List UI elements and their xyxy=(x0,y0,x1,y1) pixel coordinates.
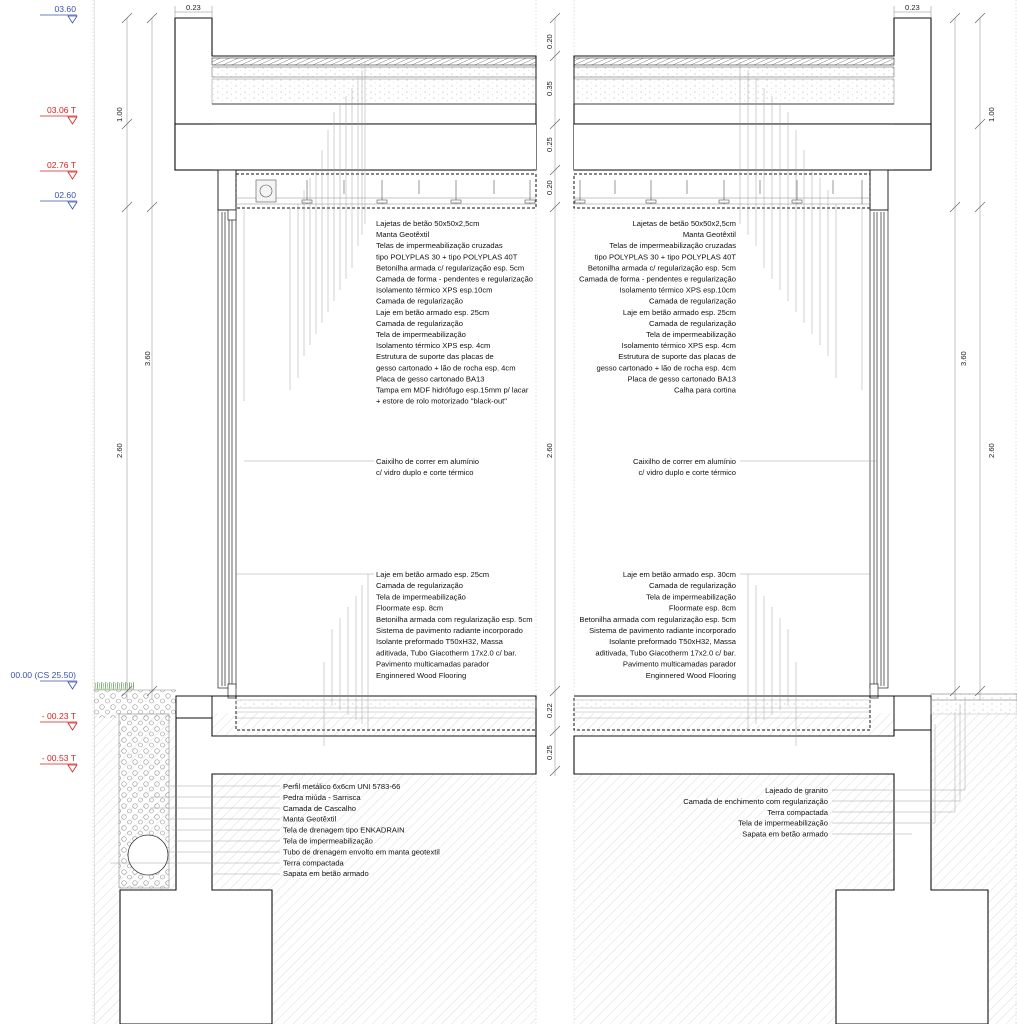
window-frame-left xyxy=(218,210,236,698)
foundation-layer-label: Manta Geotêxtil xyxy=(283,814,337,824)
ceiling-layer-label: gesso cartonado + lão de rocha esp. 4cm xyxy=(596,363,736,373)
level-label: - 00.53 T xyxy=(41,753,76,763)
ceiling-layer-label: Isolamento térmico XPS esp. 4cm xyxy=(621,341,736,351)
ceiling-layer-label: Isolamento térmico XPS esp.10cm xyxy=(376,285,493,295)
ceiling-layer-label: Laje em betão armado esp. 25cm xyxy=(622,307,736,317)
level-triangle-icon xyxy=(68,682,77,689)
floor-layer-label: Camada de regularização xyxy=(376,581,463,591)
ceiling-hangers-left xyxy=(302,180,535,204)
floor-layer-label: Tela de impermeabilização xyxy=(376,592,466,602)
foundation-layer-label: Sapata em betão armado xyxy=(742,829,828,839)
ceiling-layer-label: + estore de rolo motorizado "black-out" xyxy=(376,396,507,406)
ceiling-layer-label: Tela de impermeabilização xyxy=(646,330,736,339)
ceiling-layer-label: Lajetas de betão 50x50x2,5cm xyxy=(376,219,480,228)
ceiling-layer-label: tipo POLYPLAS 30 + tipo POLYPLAS 40T xyxy=(376,252,518,262)
ceiling-layer-label: Telas de impermeabilização cruzadas xyxy=(609,241,736,251)
level-markers xyxy=(11,4,77,772)
ceiling-layer-label: Lajetas de betão 50x50x2,5cm xyxy=(632,219,736,228)
ceiling-slab-left xyxy=(175,124,536,210)
foundation-layer-label: Camada de Cascalho xyxy=(283,803,357,813)
right-ceiling-labels xyxy=(579,219,737,395)
dim-wall-left: 0.23 xyxy=(186,3,201,12)
ceiling-layer-label: Placa de gesso cartonado BA13 xyxy=(627,374,736,384)
level-label: - 00.23 T xyxy=(41,711,76,721)
floor-layer-label: Enginnered Wood Flooring xyxy=(376,670,467,680)
ceiling-layer-label: Isolamento térmico XPS esp. 4cm xyxy=(376,341,491,351)
foundation-layer-label: Lajeado de granito xyxy=(765,786,828,795)
ceiling-layer-label: Camada de regularização xyxy=(376,318,463,328)
foundation-layer-label: Tela de impermeabilização xyxy=(738,818,828,828)
ceiling-layer-label: Calha para cortina xyxy=(673,385,736,395)
dim-wall-right: 0.23 xyxy=(905,3,920,12)
foundation-layer-label: Terra compactada xyxy=(283,858,344,868)
floor-layer-label: Isolante preformado T50xH32, Massa xyxy=(376,637,503,647)
ceiling-layer-label: Camada de regularização xyxy=(649,296,736,306)
dim-right-1-00: 1.00 xyxy=(987,107,996,122)
level-label: 03.06 T xyxy=(47,105,76,115)
window-label: Caixilho de correr em alumínio xyxy=(376,457,479,466)
ceiling-layer-label: Camada de forma - pendentes e regularização xyxy=(376,274,534,284)
foundation-layer-label: Terra compactada xyxy=(767,807,828,817)
foundation-layer-label: Camada de enchimento com regularização xyxy=(683,796,828,806)
level-label: 02.60 xyxy=(54,190,76,200)
ceiling-layer-label: Camada de regularização xyxy=(376,296,463,306)
ceiling-layer-label: Placa de gesso cartonado BA13 xyxy=(376,374,485,384)
level-triangle-icon xyxy=(68,723,77,730)
dim-mid-0-20-top: 0.20 xyxy=(545,34,554,49)
ceiling-layer-label: Betonilha armada c/ regularização esp. 5cm xyxy=(587,263,736,273)
level-label: 00.00 (CS 25.50) xyxy=(10,670,76,680)
floor-layer-label: aditivada, Tubo Giacotherm 17x2.0 c/ bar. xyxy=(376,648,517,658)
floor-layer-label: Sistema de pavimento radiante incorporado xyxy=(589,626,736,635)
foundation-layer-label: Tubo de drenagem envolto em manta geotextil xyxy=(283,847,440,857)
level-triangle-icon xyxy=(68,117,77,124)
window-label-right xyxy=(633,457,736,477)
floor-layer-label: Pavimento multicamadas parador xyxy=(376,659,490,669)
left-floor-labels xyxy=(376,570,533,680)
floor-layer-label: Camada de regularização xyxy=(649,581,736,591)
floor-layer-label: Enginnered Wood Flooring xyxy=(645,670,736,680)
floor-layer-label: Tela de impermeabilização xyxy=(646,592,736,602)
ceiling-layer-label: Camada de regularização xyxy=(649,318,736,328)
ceiling-layer-label: Manta Geotêxtil xyxy=(682,230,736,240)
ceiling-layer-label: Betonilha armada c/ regularização esp. 5cm xyxy=(376,263,525,273)
dim-right-2-60: 2.60 xyxy=(987,443,996,458)
window-frame-right xyxy=(870,210,888,698)
ceiling-layer-label: Estrutura de suporte das placas de xyxy=(618,352,736,362)
foundation-layer-label: Sapata em betão armado xyxy=(283,869,369,879)
level-triangle-icon xyxy=(68,765,77,772)
floor-layer-label: Floormate esp. 8cm xyxy=(668,603,736,613)
level-label: 02.76 T xyxy=(47,160,76,170)
ceiling-layer-label: Tampa em MDF hidrófugo esp.15mm p/ lacar xyxy=(376,385,529,395)
window-label: c/ vidro duplo e corte térmico xyxy=(376,468,474,477)
right-floor-labels xyxy=(579,570,736,680)
dim-left-1-00: 1.00 xyxy=(115,107,124,122)
window-label: Caixilho de correr em alumínio xyxy=(633,457,736,466)
foundation-layer-label: Tela de impermeabilização xyxy=(283,836,373,846)
window-label: c/ vidro duplo e corte térmico xyxy=(638,468,736,477)
ceiling-layer-label: Isolamento térmico XPS esp.10cm xyxy=(619,285,736,295)
drainage-gravel-left xyxy=(119,714,169,888)
floor-layer-label: Laje em betão armado esp. 25cm xyxy=(376,570,490,579)
dim-left-3-60: 3.60 xyxy=(143,351,152,366)
level-label: 03.60 xyxy=(54,4,76,14)
level-triangle-icon xyxy=(68,16,77,23)
dim-mid-0-35: 0.35 xyxy=(545,81,554,96)
floor-layer-label: Floormate esp. 8cm xyxy=(376,603,444,613)
floor-layer-label: Laje em betão armado esp. 30cm xyxy=(622,570,736,579)
left-ceiling-labels xyxy=(376,219,533,406)
ceiling-layer-label: tipo POLYPLAS 30 + tipo POLYPLAS 40T xyxy=(594,252,736,262)
floor-layer-label: Betonilha armada com regularização esp. 5cm xyxy=(579,614,736,624)
dim-mid-0-25-top: 0.25 xyxy=(545,137,554,152)
level-triangle-icon xyxy=(68,202,77,209)
dim-left-2-60: 2.60 xyxy=(115,443,124,458)
window-label-left xyxy=(376,457,479,477)
ceiling-layer-label: Laje em betão armado esp. 25cm xyxy=(376,307,490,317)
ceiling-layer-label: Estrutura de suporte das placas de xyxy=(376,352,494,362)
dim-mid-2-60: 2.60 xyxy=(545,443,554,458)
foundation-layer-label: Perfil metálico 6x6cm UNI 5783-66 xyxy=(283,782,401,791)
dim-mid-0-22: 0.22 xyxy=(545,703,554,718)
ceiling-slab-right xyxy=(574,124,931,210)
level-triangle-icon xyxy=(68,172,77,179)
ceiling-layer-label: Tela de impermeabilização xyxy=(376,330,466,339)
dim-right-3-60: 3.60 xyxy=(959,351,968,366)
foundation-layer-label: Pedra miúda - Sarrisca xyxy=(283,792,361,802)
floor-layer-label: Sistema de pavimento radiante incorporado xyxy=(376,626,523,635)
dim-mid-0-25-bottom: 0.25 xyxy=(545,745,554,760)
ceiling-hangers-right xyxy=(575,180,862,204)
ceiling-layer-label: Telas de impermeabilização cruzadas xyxy=(376,241,503,251)
foundation-layer-label: Tela de drenagem tipo ENKADRAIN xyxy=(283,825,405,835)
floor-layer-label: Pavimento multicamadas parador xyxy=(622,659,736,669)
floor-layer-label: Isolante preformado T50xH32, Massa xyxy=(609,637,736,647)
dim-mid-0-20-low: 0.20 xyxy=(545,180,554,195)
floor-layer-label: aditivada, Tubo Giacotherm 17x2.0 c/ bar. xyxy=(595,648,736,658)
floor-layer-label: Betonilha armada com regularização esp. 5cm xyxy=(376,614,533,624)
ceiling-layer-label: gesso cartonado + lão de rocha esp. 4cm xyxy=(376,363,516,373)
ceiling-layer-label: Manta Geotêxtil xyxy=(376,230,430,240)
ceiling-layer-label: Camada de forma - pendentes e regularização xyxy=(578,274,736,284)
